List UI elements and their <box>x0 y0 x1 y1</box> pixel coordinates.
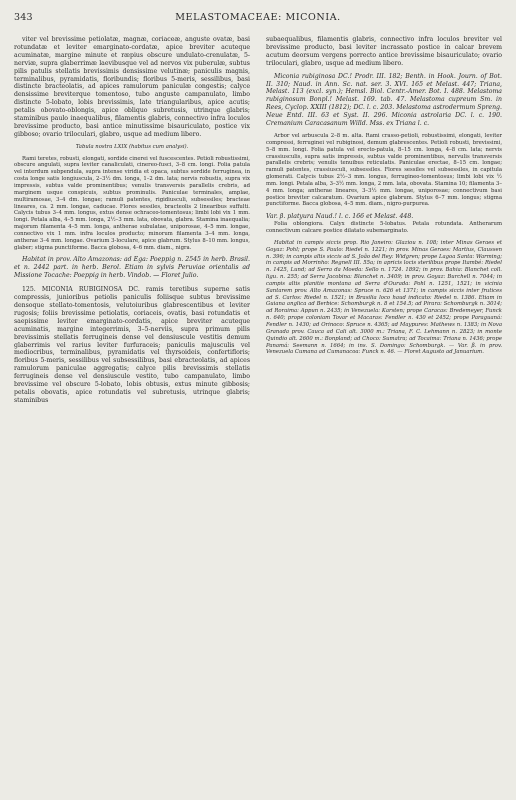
left-column <box>14 36 250 788</box>
habitat-paragraph-right: Habitat in campis siccis prop. Rio Janeiro: Glaziou n. 108; inter Minas Geraes et Goyaz: Pohl; prope S. Paulo: Riedel n. 1221; in prov. Minas Geraes: Martius, Claussen n. 396; in campis altis siccis ad S. João del Rey: Widgren; prope Lagoa Santa: Warming; in campis ad Morrinho: Regnell III. 55a; in apricis locis sterilibus prope Itambé: Riedel n. 1425, Lund; ad Serra da Moeda: Sello n. 1724. 1892; in prov. Bahia: Blanchet coll. ligu. n. 255; ad Serra Jacobina: Blanchet n. 3409; in prov. Goyaz: Burchell n. 7044; in campis altis planitie montana ad Serra d'Ourada: Pohl n. 1251, 1521; in vicinia Santarem prov. Alto Amazonas: Spruce n. 626 et 1371; in campis siccis inter frutices ad S. Carlos: Riedel n. 1521; in Brasilia loco haud indicato: Riedel n. 1386. Etiam in Guiana anglica ad Berbice: Schomburgk n. 8 et 154.5; ad Pirara: Schomburgk n. 3014; ad Roraima: Appun n. 2435; in Venezuela: Karsten; prope Caracas: Bredemeyer, Funck n. 640; prope coloniam Tovar et Macaras: Fendler n. 430 et 2452; prope Paraguaná: Fendler n. 1430; ad Orinoco: Spruce n. 4365; ad Maypures: Mathews n. 1383; in Nova Granada prov. Cauca ad Cali alt. 3000 m.: Triana, F. C. Lehmann n. 2823; in monte Quindio alt. 2600 m.: Bonpland; ad Choco: Sumatra; ad Tocaima: Triana n. 1436; prope Panamá: Seemann n. 1664; in ins. S. Domingo: Schomburgk. — Var. β. in prov. Venezuela Cumana ad Cumanacoa: Funck n. 46. — Floret Augusto ad Januarium. <box>266 239 502 356</box>
plate-reference: Tabula nostra LXIX (habitus cum analysi). <box>75 143 189 150</box>
habitat-paragraph: Habitat in prov. Alto Amazonas: ad Ega: Poeppig n. 2545 in herb. Brasil. et n. 2442 part. in herb. Berol. Etiam in sylvis Peruviae orientalis ad Missione Tocache: Poeppig in herb. Vindob. — Floret Julio. <box>14 256 250 280</box>
variety-description: Folia oblongiora. Calyx distincte 5-lobatus. Petala rotundata. Antherarum connectivum calcare postice dilatato subemarginato. <box>266 221 502 234</box>
species-heading-125: 125. MICONIA RUBIGINOSA DC. <box>22 286 140 294</box>
species-description: Rami teretes, robusti, elongati, sordide cinerei vel fuscescentes. Petioli robustissimi, obscure angulati, supra leviter canaliculati, cinereo-fusci, 3–8 cm. longi. Folia patula vel interdum subpendula, supra intense viridia et opaca, subtus sordide ferruginea, in costa longe satis longiuscula, 2–3½ dm. longa, 1–2 dm. lata; nervis robustis, supra vix impressis, subtus valde prominentibus; venulis transversis parallelis crebris, ad marginem usque conspicuis, subtus prominulis. Paniculae terminales, amplae, multiramosae, 3–4 dm. longae; ramuli patentes, rigidiusculi, subsessiles; bracteae lineares, ca. 2 mm. longae, caducae. Flores sessiles, bracteolis 2 linearibus suffulti. Calycis tubus 3–4 mm. longus, extus dense ochraceo-tomentosus; limbi lobi vix 1 mm. longi. Petala alba, 4–5 mm. longa, 2½–3 mm. lata, obovata, glabra. Stamina inaequalia; majorum filamenta 4–5 mm. longa, antherae subulatae, uniporosae, 4–5 mm. longae, connectivo vix 1 mm. infra loculos producto; minorum filamenta 3–4 mm. longa, antherae 3–4 mm. longae. Ovarium 3-loculare, apice glabrum. Stylus 8–10 mm. longus, glaber; stigma punctiforme. Bacca globosa, 4–6 mm. diam., nigra. <box>14 155 250 251</box>
synonymy: Miconia rubiginosa DC.! Prodr. III. 182; Benth. in Hook. Journ. of Bot. II. 310; Naud. in Ann. Sc. nat. ser. 3. XVI. 165 et Melast. 447; Triana, Melast. 113 (excl. syn.); Hemsl. Biol. Centr.-Amer. Bot. I. 488. Melastoma rubiginosum Bonpl.! Melast. 169. tab. 47. Melastoma cupreum Sm. in Rees, Cyclop. XXIII (1812); DC. l. c. 203. Melastoma astrodermum Spreng. Neue Entd. III. 63 et Syst. II. 296. Miconia astrolaria DC. l. c. 190. Cremanium Caracasanum Willd. Mss. ex Triana l. c. <box>266 72 502 128</box>
description-continued: viter vel brevissime petiolatæ, magnæ, coriaceæ, anguste ovatæ, basi rotundatæ et leviter emarginato-cordatæ, apice breviter acuteque acuminatæ, margine minute et ræpius obscure undulato-crenulatæ, 5-nerviæ, supra glaberrimæ laevibusque vel ad nervos vix puberulæ, subtus pilis patulis stellatis brevissimis densissime velutinæ; paniculis magnis, terminalibus, pyramidatis, floribundis; floribus 5-meris, sessilibus, basi distincte bracteolatis, ad apices ramulorum paniculæ congestis; calyce densissime breviterque tomentoso, tubo anguste campanulato, limbo distincte 5-lobato, lobis brevissimis, late triangularibus, apice acutis; petalis obovato-oblongis, apice obliquo subretusis, utrinque glabris; staminibus paulo inaequalibus, filamentis glabris, connectivo infra loculos brevissime producto, basi antice minutissime bisauriculato, postice vix gibboso; ovario triloculari, glabro, usque ad medium libero. <box>14 36 250 138</box>
page-number: 343 <box>14 12 33 23</box>
species-description-right: Arbor vel arbuscula 2–8 m. alta. Rami crasso-petioli, robustissimi, elongati, leviter compressi, ferruginei vel rubiginosi, demum glabrescentes. Petioli robusti, brevissimi, 5–8 mm. longi. Folia patula vel erecto-patula, 8–15 cm. longa, 4–8 cm. lata; nervis crassiusculis, supra satis impressis, subtus valde prominentibus, nervulis transversis parallelis crebris; venulis tenuibus reticulatis. Paniculae erectae, 8–15 cm. longae; ramuli patentes, crassiusculi, subsessiles. Flores sessiles vel subsessiles, in capitula glomerati. Calycis tubus 2½–3 mm. longus, ferrugineo-tomentosus; limbi lobi vix ½ mm. longi. Petala alba, 3–3½ mm. longa, 2 mm. lata, obovata. Stamina 10; filamenta 3–4 mm. longa; antherae lineares, 3–3½ mm. longae, uniporosae; connectivum basi postice breviter calcaratum. Ovarium apice glabrum. Stylus 6–7 mm. longus; stigma punctiforme. Bacca globosa, 4–5 mm. diam., nigro-purpurea. <box>266 132 502 208</box>
variety-heading: Var. β. platyura Naud.! l. c. 166 et Melast. 448. <box>266 213 414 221</box>
diagnosis-continued: subaequalibus, filamentis glabris, connectivo infra loculos breviter vel brevissime producto, basi leviter incrassato postice in calcar brevem acutum deorsum vergens porrecto antice brevissime bisauriculato; ovario triloculari, glabro, usque ad medium libero. <box>266 36 502 67</box>
running-title: MELASTOMACEAE: MICONIA. <box>175 12 341 23</box>
species-diagnosis-125: ramis teretibus superne satis compressis, junioribus petiolis paniculis foliisque subtus brevissime densoque stellato-tomentosis, velutoiuribus glabrescentibus et leviter rugosis; foliis brevissime petiolatis, coriaceis, ovatis, basi rotundatis et saepissime leviter emarginato-cordatis, apice breviter acuteque acuminatis, margine integerrimis, 3–5-nerviis, supra primum pilis brevissimis stellatis ferrugineis dense vel densiuscule vestitis demum glaberrimis vel rarius leviter furfuraceis; paniculis majusculis vel mediocribus, terminalibus, pyramidatis vel thyrsoideis, confertifloris; floribus 5-meris, sessilibus vel subsessilibus, basi ebracteolatis, ad apices ramulorum paniculae aggregatis; calyce pilis brevissimis stellatis ferrugineis dense vel densiuscule vestito, tubo campanulato, limbo brevissime vel obscure 5-lobato, lobis obtusis, extus minute gibbosis; petalis obovatis, apice rotundatis vel subretusis, utrinque glabris; staminibus <box>14 286 250 404</box>
species-paragraph-125 <box>14 286 250 405</box>
right-column <box>266 36 502 788</box>
page-header <box>14 12 502 26</box>
